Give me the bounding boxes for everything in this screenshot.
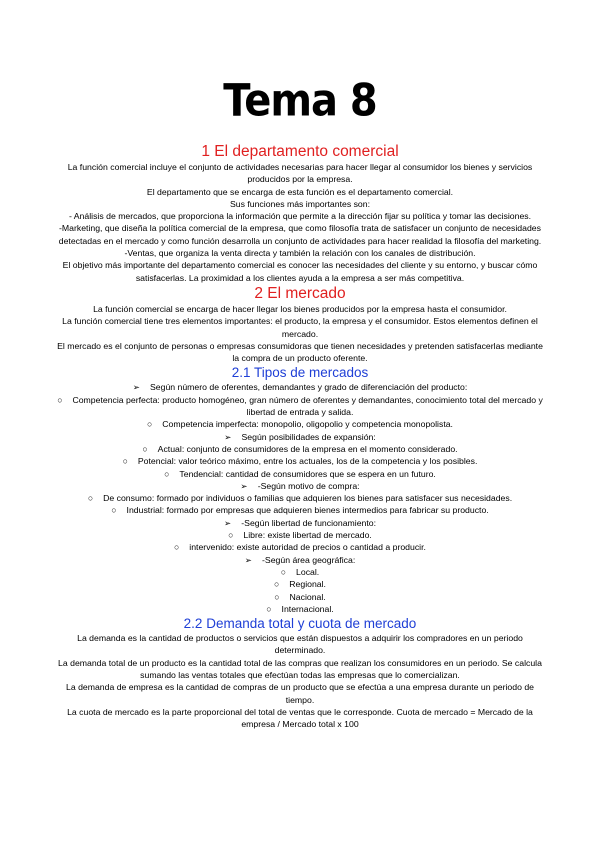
paragraph: La demanda de empresa es la cantidad de compras de un producto que se efectúa a una empresa durante un periodo de tiempo. (66, 682, 534, 705)
arrow-bullet-icon: ➢ (224, 431, 232, 442)
arrow-bullet-icon: ➢ (244, 554, 253, 565)
paragraph: -Ventas, que organiza la venta directa y también la relación con los canales de distribución. (124, 248, 476, 259)
bullet-text: Libre: existe libertad de mercado. (243, 530, 372, 541)
bullet-text: Actual: conjunto de consumidores de la empresa en el momento considerado. (157, 443, 458, 454)
section-heading-1: 1 El departamento comercial (201, 143, 399, 160)
circle-bullet-icon: ○ (266, 603, 272, 614)
arrow-bullet-icon: ➢ (240, 480, 248, 491)
bullet-level2 (56, 492, 544, 504)
paragraph: -Marketing, que diseña la política comercial de la empresa, que como filosofía trata de satisfacer un conjunto de necesidades detectadas en el mercado y como función desarrolla un conjunto de actividades para hacer realidad la filosofía del marketing. (58, 223, 542, 246)
paragraph: La función comercial incluye el conjunto de actividades necesarias para hacer llegar al consumidor los bienes y servicios producidos por la empresa. (67, 162, 533, 185)
bullet-level1 (56, 431, 544, 443)
bullet-text: Competencia perfecta: producto homogéneo, gran número de oferentes y demandantes, conocimiento total del mercado y libertad de entrada y salida. (72, 394, 543, 418)
paragraph: La demanda es la cantidad de productos o servicios que están dispuestos a adquirir los compradores en un periodo determinado. (77, 633, 523, 656)
bullet-text: Internacional. (281, 603, 334, 614)
bullet-level2 (56, 468, 544, 480)
bullet-level2 (56, 566, 544, 578)
bullet-text: Según posibilidades de expansión: (241, 431, 376, 442)
circle-bullet-icon: ○ (228, 530, 234, 541)
paragraph: - Análisis de mercados, que proporciona la información que permite a la dirección fijar su política y tomar las decisiones. (68, 211, 532, 222)
bullet-level2 (56, 418, 544, 430)
bullet-text: Potencial: valor teórico máximo, entre los actuales, los de la competencia y los posibles. (137, 456, 478, 467)
bullet-text: -Según libertad de funcionamiento: (241, 517, 377, 528)
paragraph: La demanda total de un producto es la cantidad total de las compras que realizan los consumidores en un periodo. Se calcula sumando las ventas totales que efectúan todas las empresas que lo comercializan. (58, 657, 542, 680)
bullet-text: Regional. (289, 579, 326, 590)
bullet-level1 (56, 381, 544, 393)
bullet-text: Industrial: formado por empresas que adquieren bienes intermedios para fabricar su producto. (126, 505, 489, 516)
bullet-level1 (56, 480, 544, 492)
bullet-level1 (56, 517, 544, 529)
bullet-text: De consumo: formado por individuos o familias que adquieren los bienes para satisfacer sus necesidades. (103, 493, 513, 504)
bullet-level2 (56, 578, 544, 590)
circle-bullet-icon: ○ (142, 443, 148, 454)
bullet-level2 (56, 443, 544, 455)
bullet-text: Según número de oferentes, demandantes y grado de diferenciación del producto: (149, 382, 468, 393)
section-heading-2: 2 El mercado (254, 284, 346, 302)
paragraph: El objetivo más importante del departamento comercial es conocer las necesidades del cliente y su entorno, y buscar cómo satisfacerlas. La proximidad a los clientes ayuda a la empresa a ser más competitiva. (62, 260, 538, 283)
paragraph: El mercado es el conjunto de personas o empresas consumidoras que tienen necesidades y pretenden satisfacerlas mediante la compra de un producto oferente. (57, 340, 543, 364)
page-title: Tema 8 (223, 75, 377, 127)
circle-bullet-icon: ○ (174, 542, 180, 553)
bullet-level1 (56, 554, 544, 566)
bullet-level2 (56, 394, 544, 419)
bullet-level2 (56, 603, 544, 615)
bullet-text: Nacional. (289, 591, 326, 602)
circle-bullet-icon: ○ (164, 468, 170, 479)
arrow-bullet-icon: ➢ (132, 382, 140, 393)
bullet-text: intervenido: existe autoridad de precios o cantidad a producir. (189, 542, 426, 553)
bullet-level2 (56, 529, 544, 541)
paragraph: La cuota de mercado es la parte proporcional del total de ventas que le corresponde. Cuota de mercado = Mercado de la empresa / Mercado total x 100 (67, 706, 533, 730)
subsection-heading-2-1: 2.1 Tipos de mercados (231, 365, 369, 381)
circle-bullet-icon: ○ (147, 419, 153, 430)
circle-bullet-icon: ○ (111, 505, 117, 516)
bullet-text: Competencia imperfecta: monopolio, oligopolio y competencia monopolista. (162, 419, 453, 430)
paragraph: La función comercial tiene tres elementos importantes: el producto, la empresa y el consumidor. Estos elementos definen el mercado. (62, 316, 538, 339)
paragraph: El departamento que se encarga de esta función es el departamento comercial. (146, 186, 454, 197)
bullet-level2 (56, 504, 544, 516)
circle-bullet-icon: ○ (122, 456, 128, 467)
circle-bullet-icon: ○ (280, 566, 287, 577)
arrow-bullet-icon: ➢ (223, 517, 232, 528)
paragraph: La función comercial se encarga de hacer llegar los bienes producidos por la empresa hasta el consumidor. (93, 303, 507, 314)
bullet-level2 (56, 541, 544, 553)
bullet-level2 (56, 455, 544, 467)
document-body (56, 142, 544, 730)
paragraph: Sus funciones más importantes son: (229, 198, 371, 209)
bullet-text: Local. (296, 566, 320, 577)
circle-bullet-icon: ○ (274, 579, 280, 590)
circle-bullet-icon: ○ (57, 394, 63, 405)
circle-bullet-icon: ○ (87, 493, 94, 504)
bullet-level2 (56, 591, 544, 603)
bullet-text: -Según área geográfica: (262, 554, 356, 565)
circle-bullet-icon: ○ (274, 591, 280, 602)
bullet-text: Tendencial: cantidad de consumidores que se espera en un futuro. (179, 468, 436, 479)
subsection-heading-2-2: 2.2 Demanda total y cuota de mercado (183, 616, 417, 632)
bullet-text: -Según motivo de compra: (257, 480, 360, 491)
